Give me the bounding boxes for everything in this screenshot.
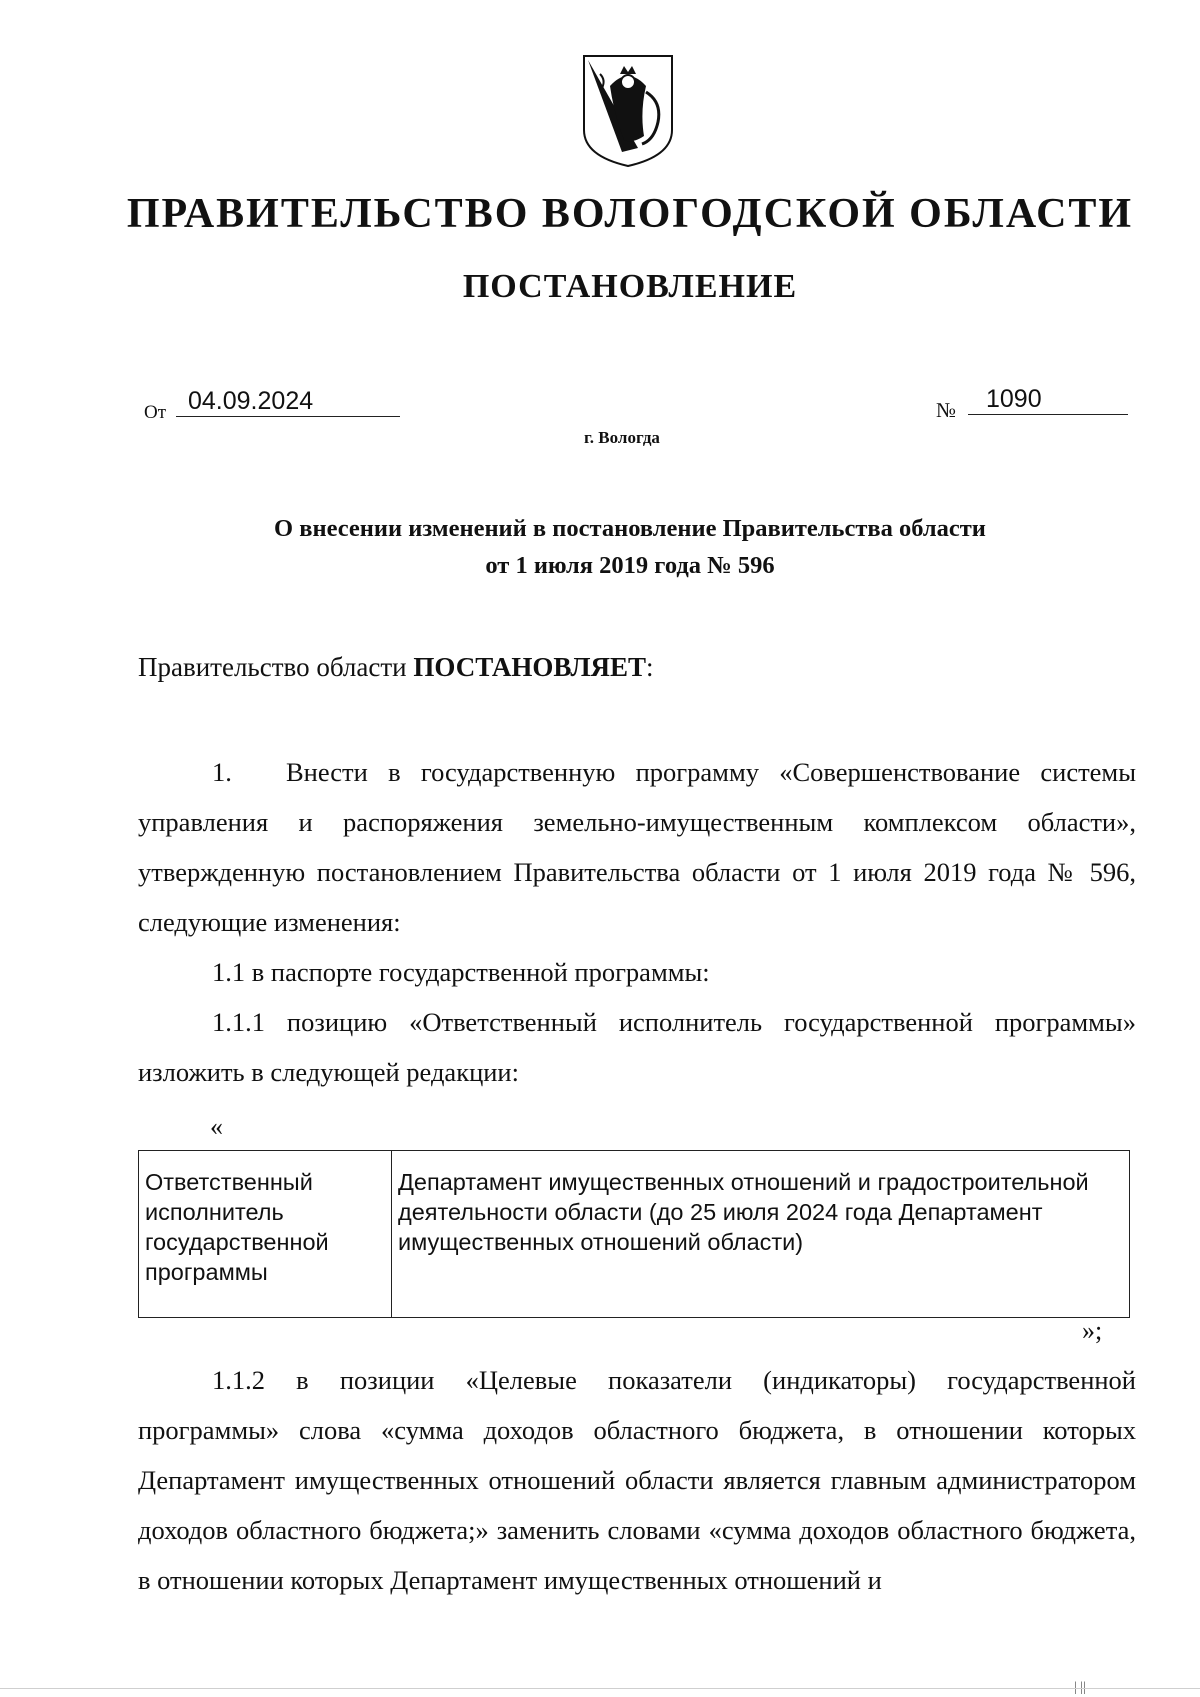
quote-close: »; <box>1082 1316 1103 1345</box>
paragraph-1-1: 1.1 в паспорте государственной программы: <box>212 957 710 987</box>
government-title: ПРАВИТЕЛЬСТВО ВОЛОГОДСКОЙ ОБЛАСТИ <box>126 191 1134 237</box>
paragraph-1-text: Внести в государственную программу «Совершенствование системы управления и распоряжения земельно-имущественным комплексом области», утвержденную постановлением Правительства области от 1 июля 2019 года № 596, следующие изменения: <box>138 757 1136 937</box>
table-cell-value: Департамент имущественных отношений и градостроительной деятельности области (до 25 июля 2024 года Департамент имущественных отношений области) <box>392 1151 1130 1318</box>
subject-line-2: от 1 июля 2019 года № 596 <box>485 552 775 579</box>
table-cell-label: Ответственный исполнитель государственной программы <box>139 1151 392 1318</box>
paragraph-1 <box>138 747 1136 947</box>
date-label: От <box>144 402 167 423</box>
decree-statement <box>138 652 654 683</box>
document-date: 04.09.2024 <box>176 386 400 417</box>
coat-of-arms-icon <box>580 52 676 170</box>
number-label: № <box>936 398 957 422</box>
page-edge-divider <box>0 1688 1200 1689</box>
document-number: 1090 <box>968 384 1128 415</box>
decree-suffix: : <box>645 652 654 682</box>
table-row <box>139 1151 1130 1318</box>
city-name: г. Вологда <box>584 428 660 447</box>
decree-keyword: ПОСТАНОВЛЯЕТ <box>413 652 646 682</box>
position-table <box>138 1150 1130 1318</box>
decree-prefix: Правительство области <box>138 652 414 682</box>
document-subject <box>150 510 1110 584</box>
paragraph-1-1-1: 1.1.1 позицию «Ответственный исполнитель государственной программы» изложить в следующей редакции: <box>138 1007 1136 1087</box>
document-type: ПОСТАНОВЛЕНИЕ <box>462 268 798 305</box>
paragraph-1-number: 1. <box>212 757 232 787</box>
subject-line-1: О внесении изменений в постановление Правительства области <box>274 515 986 542</box>
quote-open: « <box>210 1112 223 1141</box>
paragraph-1-1-2: 1.1.2 в позиции «Целевые показатели (индикаторы) государственной программы» слова «сумма доходов областного бюджета, в отношении которых Департамент имущественных отношений области является главным администратором доходов областного бюджета;» заменить словами «сумма доходов областного бюджета, в отношении которых Департамент имущественных отношений и <box>138 1365 1136 1595</box>
